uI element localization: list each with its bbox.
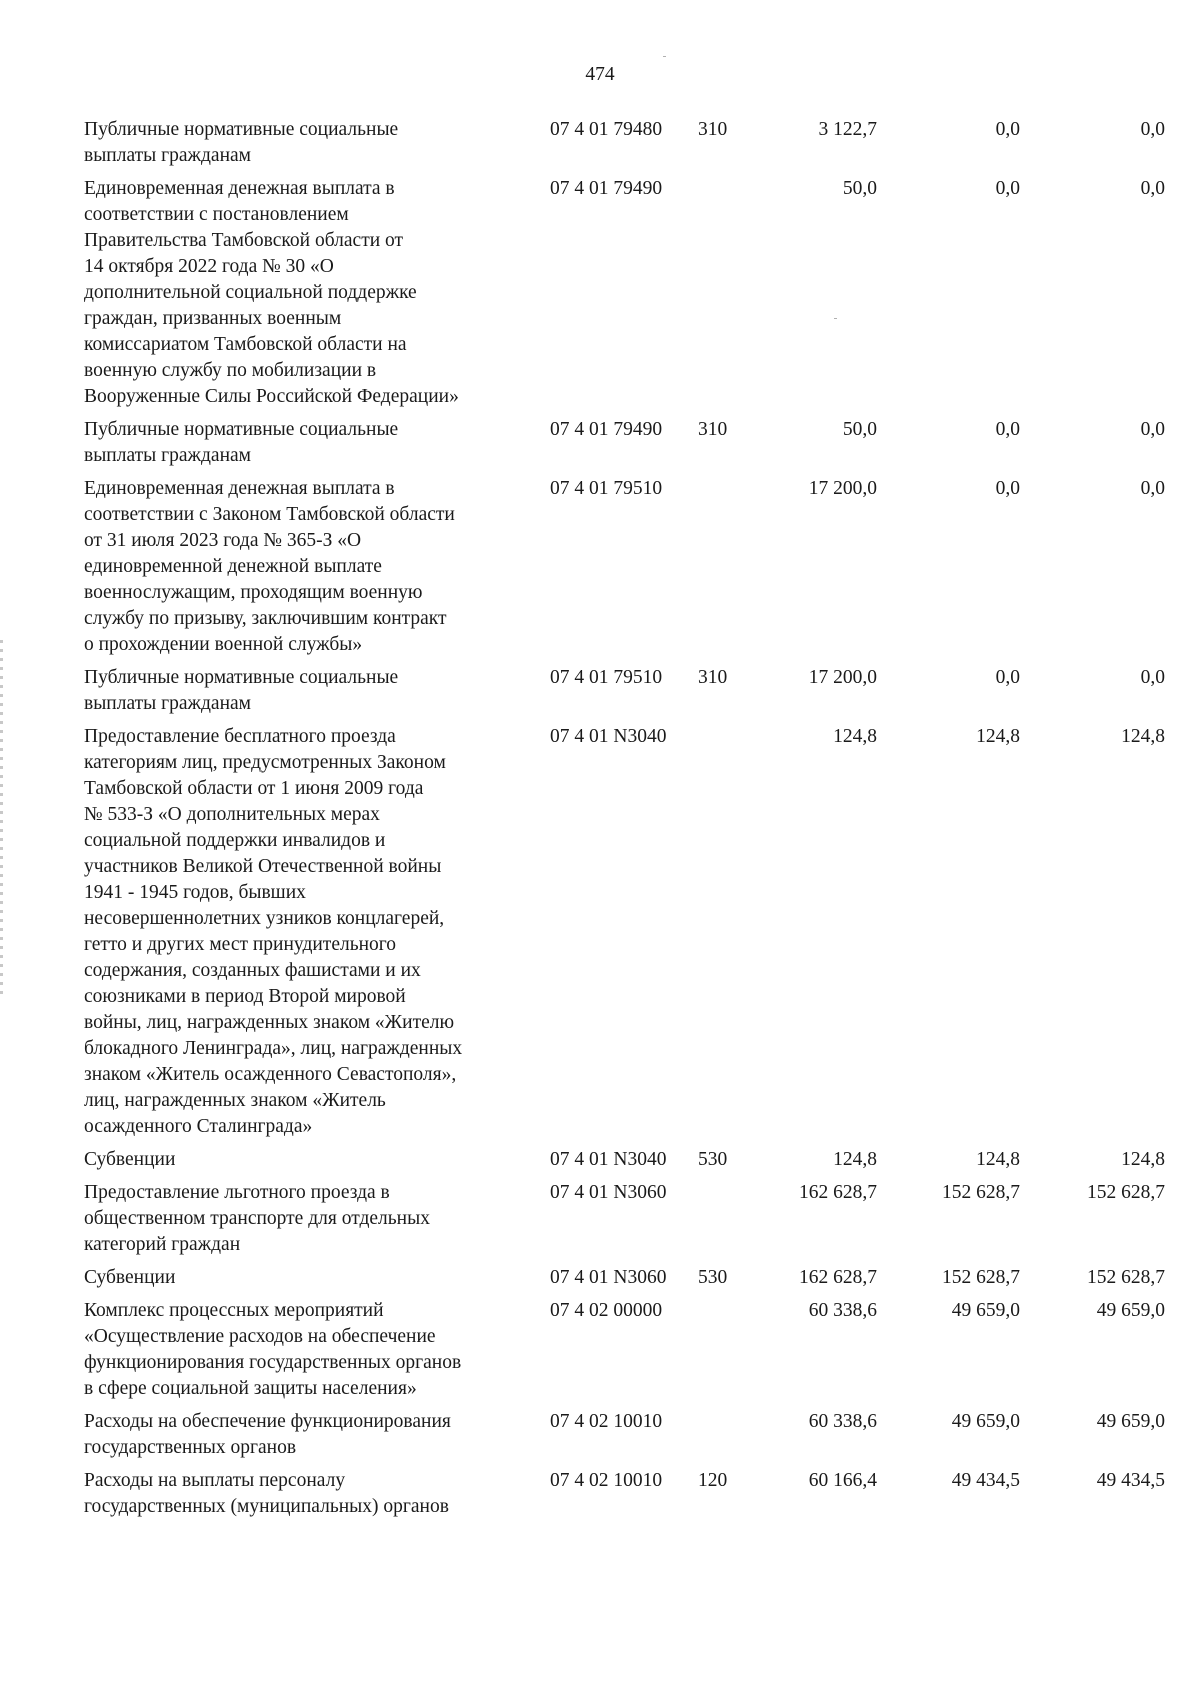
target-article-code: 07 4 01 N3060 <box>550 1267 667 1288</box>
amount-year-1: 60 338,6 <box>808 1300 877 1321</box>
amount-year-1: 162 628,7 <box>799 1182 877 1203</box>
amount-year-3: 0,0 <box>1140 419 1165 440</box>
expense-name: Единовременная денежная выплата в соответствии с Законом Тамбовской области от 31 июля 2023 года № 365-З «О единовременной денежной выплате военнослужащим, проходящим военную службу по призыву, заключившим контракт о прохождении военной службы» <box>84 478 455 655</box>
amount-year-3: 49 659,0 <box>1096 1300 1165 1321</box>
table-row <box>0 1298 1200 1402</box>
amount-year-2: 49 659,0 <box>951 1300 1020 1321</box>
target-article-code: 07 4 01 79510 <box>550 478 663 499</box>
amount-year-3: 152 628,7 <box>1087 1182 1165 1203</box>
amount-year-2: 152 628,7 <box>942 1182 1020 1203</box>
expense-name: Комплекс процессных мероприятий «Осуществление расходов на обеспечение функционирования государственных органов в сфере социальной защиты населения» <box>84 1300 462 1399</box>
amount-year-1: 17 200,0 <box>808 667 877 688</box>
table-row <box>0 176 1200 410</box>
expense-type-code: 310 <box>698 419 728 440</box>
target-article-code: 07 4 01 79510 <box>550 667 663 688</box>
expense-type-code: 530 <box>698 1149 728 1170</box>
expense-name: Публичные нормативные социальные выплаты гражданам <box>84 667 399 714</box>
amount-year-2: 49 659,0 <box>951 1411 1020 1432</box>
amount-year-3: 0,0 <box>1140 119 1165 140</box>
target-article-code: 07 4 02 00000 <box>550 1300 663 1321</box>
table-row <box>0 1147 1200 1173</box>
expense-name: Предоставление бесплатного проезда категориям лиц, предусмотренных Законом Тамбовской области от 1 июня 2009 года № 533-З «О дополнительных мерах социальной поддержки инвалидов и участников Великой Отечественной войны 1941 - 1945 годов, бывших несовершеннолетних узников концлагерей, гетто и других мест принудительного содержания, созданных фашистами и их союзниками в период Второй мировой войны, лиц, награжденных знаком «Жителю блокадного Ленинграда», лиц, награжденных знаком «Житель осажденного Севастополя», лиц, награжденных знаком «Житель осажденного Сталинграда» <box>84 726 463 1137</box>
amount-year-1: 60 338,6 <box>808 1411 877 1432</box>
budget-table <box>0 117 1200 1527</box>
amount-year-2: 0,0 <box>995 419 1020 440</box>
amount-year-3: 0,0 <box>1140 178 1165 199</box>
amount-year-3: 152 628,7 <box>1087 1267 1165 1288</box>
amount-year-3: 0,0 <box>1140 667 1165 688</box>
amount-year-2: 0,0 <box>995 178 1020 199</box>
expense-name: Субвенции <box>84 1149 176 1170</box>
amount-year-2: 0,0 <box>995 667 1020 688</box>
amount-year-2: 49 434,5 <box>951 1470 1020 1491</box>
expense-type-code: 310 <box>698 667 728 688</box>
table-row <box>0 117 1200 169</box>
amount-year-2: 152 628,7 <box>942 1267 1020 1288</box>
amount-year-1: 3 122,7 <box>818 119 877 140</box>
target-article-code: 07 4 01 N3040 <box>550 1149 667 1170</box>
amount-year-1: 162 628,7 <box>799 1267 877 1288</box>
amount-year-3: 49 434,5 <box>1096 1470 1165 1491</box>
target-article-code: 07 4 02 10010 <box>550 1411 663 1432</box>
target-article-code: 07 4 01 79490 <box>550 178 663 199</box>
amount-year-2: 124,8 <box>976 1149 1020 1170</box>
expense-type-code: 530 <box>698 1267 728 1288</box>
target-article-code: 07 4 01 N3060 <box>550 1182 667 1203</box>
expense-name: Субвенции <box>84 1267 176 1288</box>
table-row <box>0 476 1200 658</box>
expense-name: Предоставление льготного проезда в общественном транспорте для отдельных категорий граждан <box>84 1182 430 1255</box>
scan-speck <box>663 56 666 57</box>
amount-year-3: 0,0 <box>1140 478 1165 499</box>
amount-year-2: 0,0 <box>995 478 1020 499</box>
amount-year-3: 124,8 <box>1121 726 1165 747</box>
target-article-code: 07 4 01 79480 <box>550 119 663 140</box>
amount-year-1: 50,0 <box>842 419 877 440</box>
amount-year-1: 124,8 <box>833 1149 877 1170</box>
expense-name: Расходы на выплаты персоналу государственных (муниципальных) органов <box>84 1470 449 1517</box>
amount-year-2: 124,8 <box>976 726 1020 747</box>
expense-type-code: 120 <box>698 1470 728 1491</box>
amount-year-1: 60 166,4 <box>808 1470 877 1491</box>
expense-type-code: 310 <box>698 119 728 140</box>
amount-year-1: 17 200,0 <box>808 478 877 499</box>
target-article-code: 07 4 01 N3040 <box>550 726 667 747</box>
expense-name: Единовременная денежная выплата в соответствии с постановлением Правительства Тамбовской области от 14 октября 2022 года № 30 «О дополнительной социальной поддержке граждан, призванных военным комиссариатом Тамбовской области на военную службу по мобилизации в Вооруженные Силы Российской Федерации» <box>84 178 459 407</box>
expense-name: Публичные нормативные социальные выплаты гражданам <box>84 419 399 466</box>
table-row <box>0 1265 1200 1291</box>
expense-name: Публичные нормативные социальные выплаты гражданам <box>84 119 399 166</box>
expense-name: Расходы на обеспечение функционирования государственных органов <box>84 1411 451 1458</box>
table-row <box>0 724 1200 1140</box>
page-number: 474 <box>585 64 615 85</box>
table-row <box>0 1180 1200 1258</box>
amount-year-1: 124,8 <box>833 726 877 747</box>
table-row <box>0 417 1200 469</box>
target-article-code: 07 4 02 10010 <box>550 1470 663 1491</box>
table-row <box>0 1409 1200 1461</box>
amount-year-3: 124,8 <box>1121 1149 1165 1170</box>
amount-year-2: 0,0 <box>995 119 1020 140</box>
table-row <box>0 1468 1200 1520</box>
amount-year-1: 50,0 <box>842 178 877 199</box>
amount-year-3: 49 659,0 <box>1096 1411 1165 1432</box>
table-row <box>0 665 1200 717</box>
target-article-code: 07 4 01 79490 <box>550 419 663 440</box>
